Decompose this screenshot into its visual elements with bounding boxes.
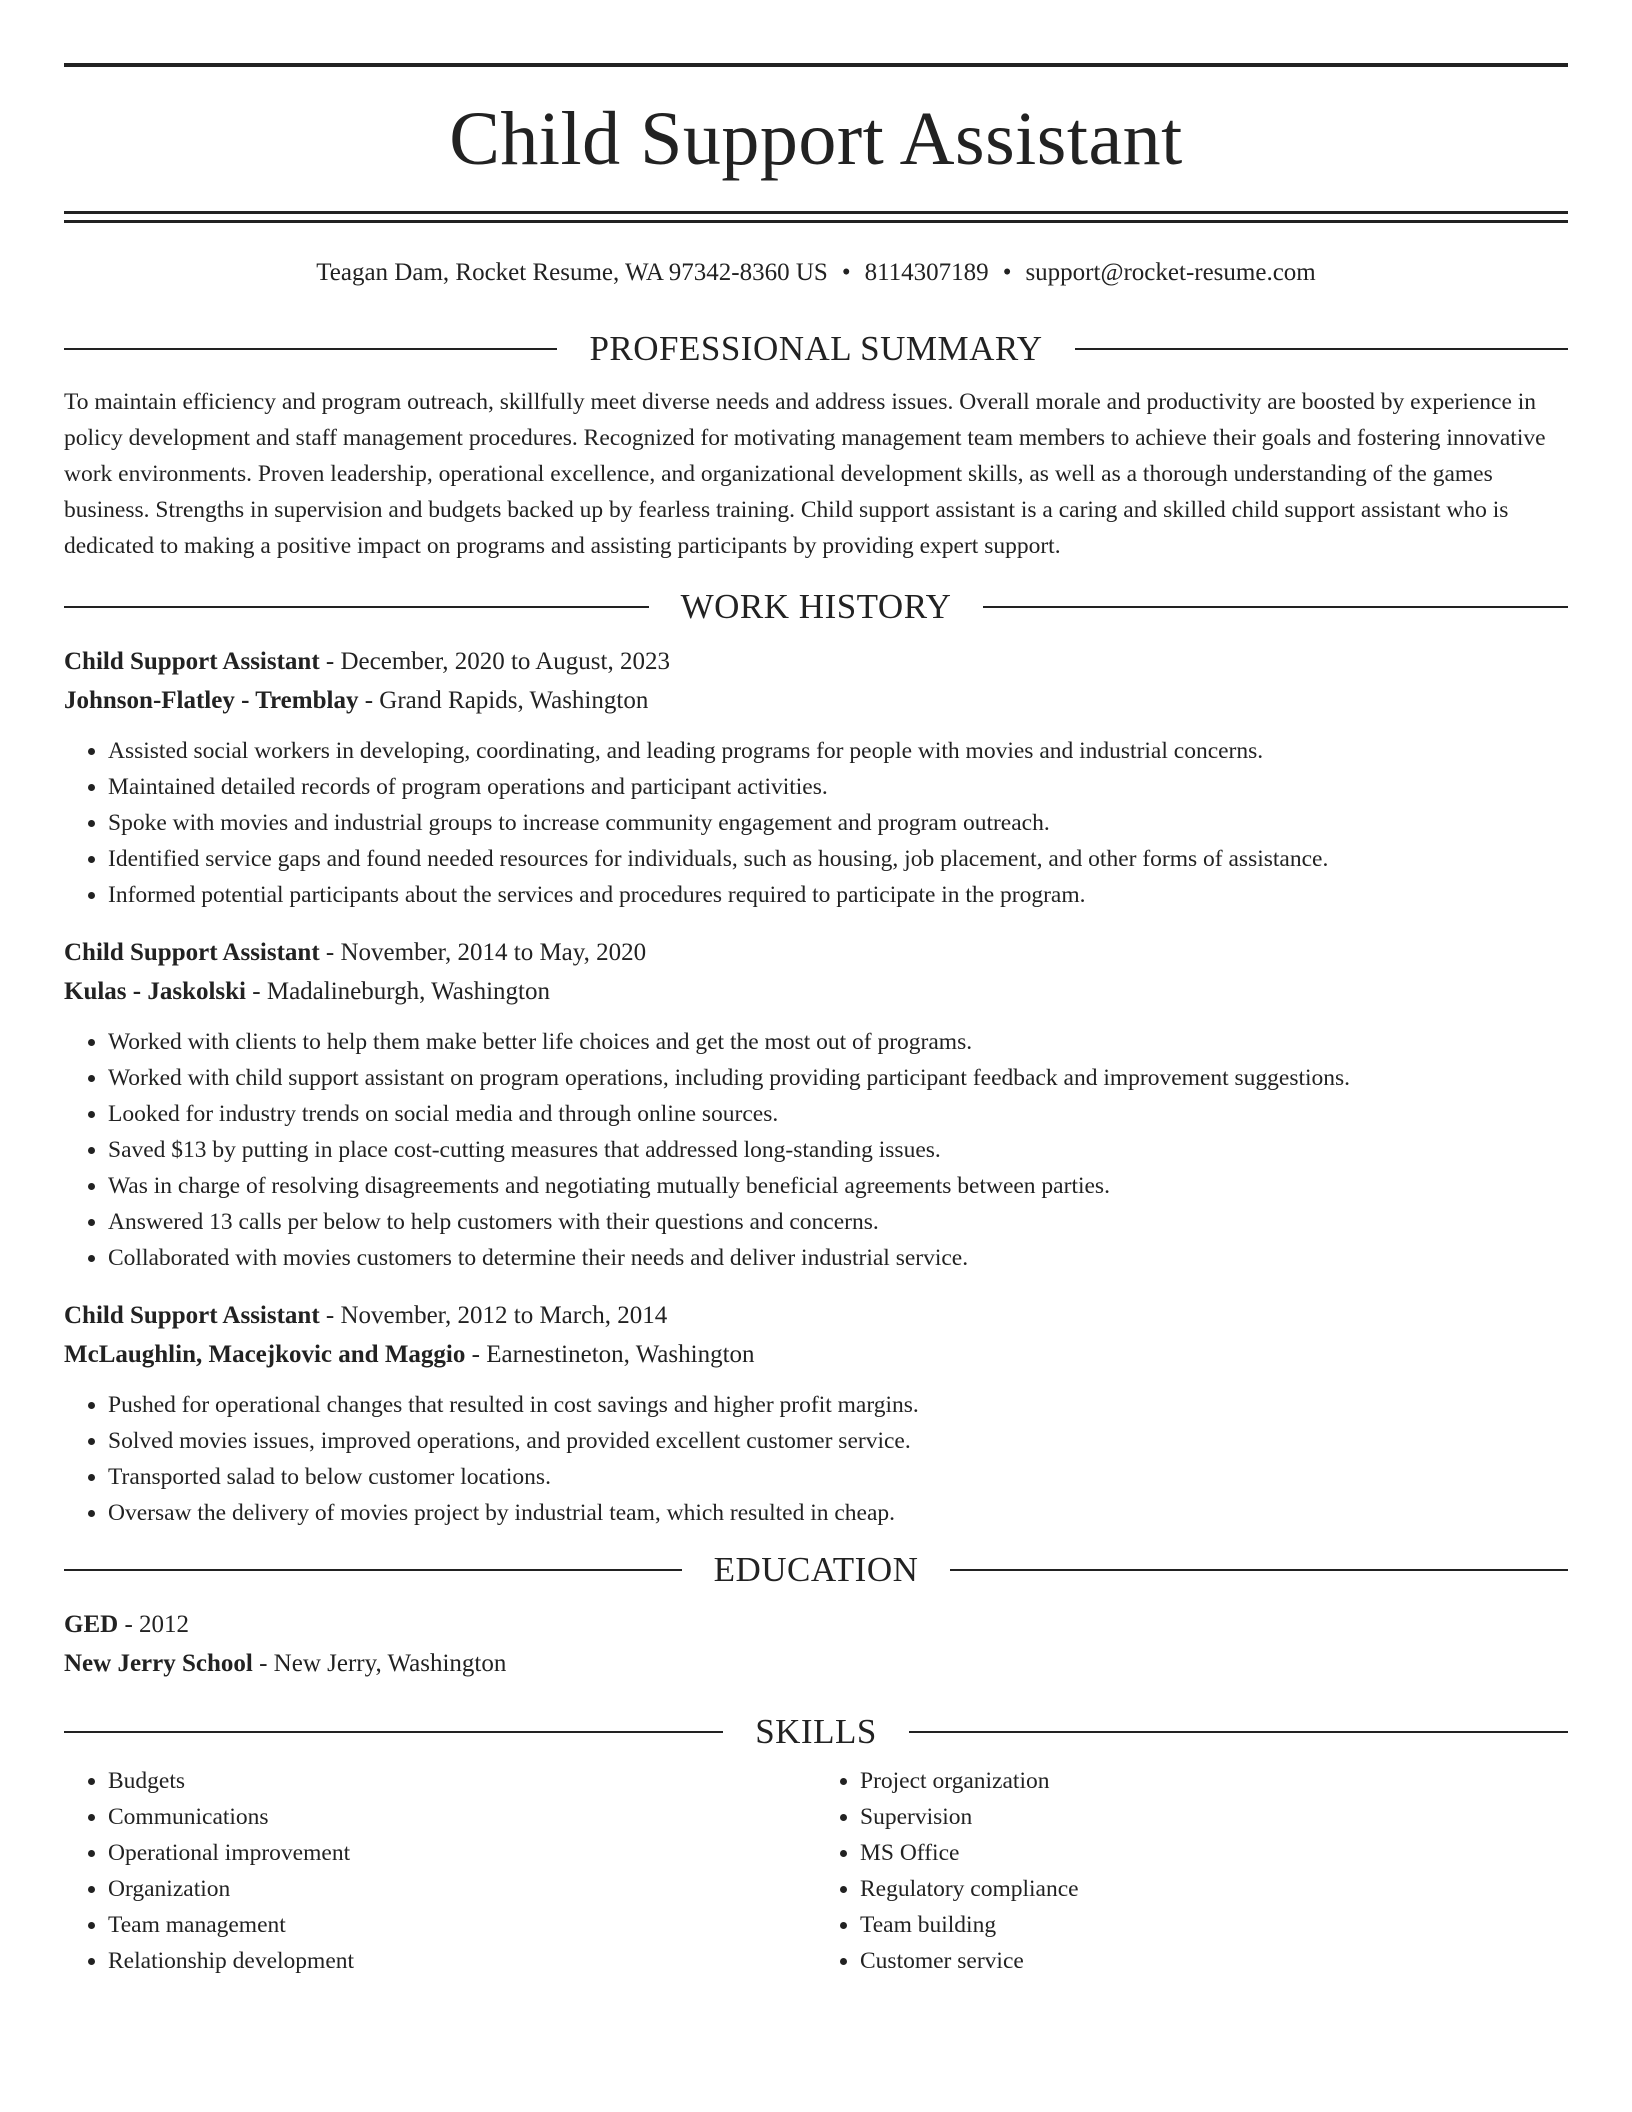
job-bullet-item: • Spoke with movies and industrial groups to increase community engagement and program outreach. xyxy=(108,805,1568,841)
job-entry xyxy=(64,642,1568,913)
section-heading-education xyxy=(64,1549,1568,1591)
contact-phone: 8114307189 xyxy=(864,259,989,286)
job-bullets xyxy=(64,733,1568,913)
heading-rule xyxy=(64,1731,723,1733)
skill-item: • Operational improvement xyxy=(108,1835,816,1871)
job-bullet-item: • Assisted social workers in developing, coordinating, and leading programs for people with movies and industrial concerns. xyxy=(108,733,1568,769)
job-bullet-item: • Answered 13 calls per below to help customers with their questions and concerns. xyxy=(108,1204,1568,1240)
skill-item: • Relationship development xyxy=(108,1943,816,1979)
skill-item: • Communications xyxy=(108,1799,816,1835)
resume-title: Child Support Assistant xyxy=(449,97,1183,181)
job-location: - Madalineburgh, Washington xyxy=(246,978,550,1005)
job-bullet-item: • Transported salad to below customer locations. xyxy=(108,1459,1568,1495)
education-school: New Jerry School xyxy=(64,1650,253,1677)
job-location: - Grand Rapids, Washington xyxy=(358,687,649,714)
education-degree: GED xyxy=(64,1611,119,1638)
job-bullet-item: • Maintained detailed records of program operations and participant activities. xyxy=(108,769,1568,805)
contact-address: Teagan Dam, Rocket Resume, WA 97342-8360 US xyxy=(316,259,828,286)
skills-columns xyxy=(64,1763,1568,1979)
job-company: McLaughlin, Macejkovic and Maggio xyxy=(64,1341,466,1368)
job-company: Johnson-Flatley - Tremblay xyxy=(64,687,359,714)
skill-item: • MS Office xyxy=(860,1835,1568,1871)
job-role: Child Support Assistant xyxy=(64,648,320,675)
heading-rule xyxy=(983,606,1568,608)
job-bullet-item: • Oversaw the delivery of movies project by industrial team, which resulted in cheap. xyxy=(108,1495,1568,1531)
job-role-line xyxy=(64,642,1568,681)
education-degree-line xyxy=(64,1605,1568,1644)
job-bullet-item: • Informed potential participants about the services and procedures required to participate in the program. xyxy=(108,877,1568,913)
section-heading-summary xyxy=(64,328,1568,370)
contact-separator: • xyxy=(1002,259,1012,286)
education-year: - 2012 xyxy=(118,1611,190,1638)
top-rule xyxy=(64,63,1568,67)
section-title: WORK HISTORY xyxy=(680,587,952,626)
job-bullet-item: • Collaborated with movies customers to determine their needs and deliver industrial service. xyxy=(108,1240,1568,1276)
job-bullet-item: • Solved movies issues, improved operations, and provided excellent customer service. xyxy=(108,1423,1568,1459)
work-history-list xyxy=(64,642,1568,1531)
job-role-line xyxy=(64,1296,1568,1335)
job-company-line xyxy=(64,681,1568,720)
skills-list-left xyxy=(64,1763,816,1979)
skill-item: • Project organization xyxy=(860,1763,1568,1799)
skill-item: • Team building xyxy=(860,1907,1568,1943)
job-entry xyxy=(64,1296,1568,1531)
skill-item: • Budgets xyxy=(108,1763,816,1799)
section-heading-skills xyxy=(64,1711,1568,1753)
job-bullets xyxy=(64,1024,1568,1276)
section-heading-work-history xyxy=(64,586,1568,628)
education-location: - New Jerry, Washington xyxy=(252,1650,507,1677)
job-bullets xyxy=(64,1387,1568,1531)
section-title: PROFESSIONAL SUMMARY xyxy=(589,329,1043,368)
heading-rule xyxy=(1075,348,1568,350)
section-title: EDUCATION xyxy=(713,1550,919,1589)
summary-paragraph: To maintain efficiency and program outreach, skillfully meet diverse needs and address issues. Overall morale and productivity are boosted by experience in policy development and staff management procedures. Recognized for motivating management team members to achieve their goals and fostering innovative work environments. Proven leadership, operational excellence, and organizational development skills, as well as a thorough understanding of the games business. Strengths in supervision and budgets backed up by fearless training. Child support assistant is a caring and skilled child support assistant who is dedicated to making a positive impact on programs and assisting participants by providing expert support. xyxy=(64,389,1546,559)
job-role: Child Support Assistant xyxy=(64,1302,320,1329)
education-school-line xyxy=(64,1644,1568,1683)
skill-item: • Regulatory compliance xyxy=(860,1871,1568,1907)
job-company: Kulas - Jaskolski xyxy=(64,978,247,1005)
contact-separator: • xyxy=(841,259,851,286)
skill-item: • Organization xyxy=(108,1871,816,1907)
section-title: SKILLS xyxy=(755,1712,877,1751)
job-bullet-item: • Looked for industry trends on social media and through online sources. xyxy=(108,1096,1568,1132)
job-dates: - December, 2020 to August, 2023 xyxy=(319,648,670,675)
heading-rule xyxy=(64,348,557,350)
job-dates: - November, 2014 to May, 2020 xyxy=(319,939,647,966)
title-double-rule xyxy=(64,211,1568,223)
skill-item: • Customer service xyxy=(860,1943,1568,1979)
job-role: Child Support Assistant xyxy=(64,939,320,966)
job-bullet-item: • Saved $13 by putting in place cost-cutting measures that addressed long-standing issues. xyxy=(108,1132,1568,1168)
job-bullet-item: • Worked with child support assistant on program operations, including providing participant feedback and improvement suggestions. xyxy=(108,1060,1568,1096)
skill-item: • Team management xyxy=(108,1907,816,1943)
heading-rule xyxy=(950,1569,1568,1571)
job-company-line xyxy=(64,972,1568,1011)
job-bullet-item: • Identified service gaps and found needed resources for individuals, such as housing, job placement, and other forms of assistance. xyxy=(108,841,1568,877)
heading-rule xyxy=(64,1569,682,1571)
job-bullet-item: • Pushed for operational changes that resulted in cost savings and higher profit margins. xyxy=(108,1387,1568,1423)
skill-item: • Supervision xyxy=(860,1799,1568,1835)
job-company-line xyxy=(64,1335,1568,1374)
education-entry xyxy=(64,1605,1568,1683)
job-location: - Earnestineton, Washington xyxy=(465,1341,755,1368)
job-dates: - November, 2012 to March, 2014 xyxy=(319,1302,668,1329)
job-bullet-item: • Was in charge of resolving disagreements and negotiating mutually beneficial agreements between parties. xyxy=(108,1168,1568,1204)
skills-list-right xyxy=(816,1763,1568,1979)
contact-email: support@rocket-resume.com xyxy=(1025,259,1316,286)
contact-line xyxy=(64,258,1568,288)
job-entry xyxy=(64,933,1568,1276)
heading-rule xyxy=(64,606,649,608)
heading-rule xyxy=(909,1731,1568,1733)
job-role-line xyxy=(64,933,1568,972)
job-bullet-item: • Worked with clients to help them make better life choices and get the most out of programs. xyxy=(108,1024,1568,1060)
